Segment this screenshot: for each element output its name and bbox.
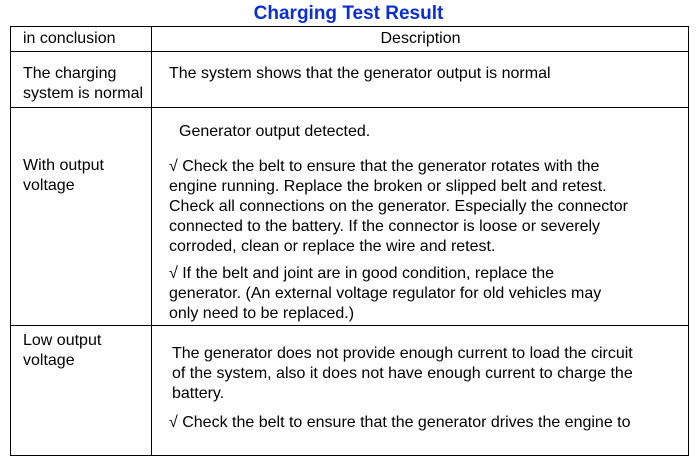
row-with-output-paragraph-1 — [169, 157, 666, 257]
row-divider — [11, 51, 688, 52]
conclusion-line: system is normal — [23, 85, 144, 102]
row-divider — [11, 325, 688, 326]
text-line: battery. — [172, 385, 225, 402]
row-with-output-paragraph-2 — [169, 264, 641, 324]
result-table — [10, 26, 689, 456]
row-low-output-conclusion — [23, 331, 101, 371]
conclusion-line: With output — [23, 157, 104, 174]
text-line: only need to be replaced.) — [169, 305, 355, 322]
row-normal-description: The system shows that the generator output is normal — [169, 65, 551, 82]
header-conclusion: in conclusion — [23, 30, 116, 47]
text-line: Check all connections on the generator. Especially the connector — [169, 198, 628, 215]
text-line: √ Check the belt to ensure that the generator rotates with the — [169, 158, 600, 175]
page-title: Charging Test Result — [253, 3, 444, 24]
row-divider — [11, 107, 688, 108]
header-description: Description — [380, 30, 461, 47]
row-with-output-detected: Generator output detected. — [179, 123, 371, 140]
text-line: √ Check the belt to ensure that the generator drives the engine to — [169, 414, 631, 431]
text-line: connected to the battery. If the connector is loose or severely — [169, 218, 601, 235]
text-line: The generator does not provide enough current to load the circuit — [172, 345, 633, 362]
text-line: engine running. Replace the broken or slipped belt and retest. — [169, 178, 607, 195]
text-line: √ If the belt and joint are in good condition, replace the — [169, 265, 555, 282]
text-line: generator. (An external voltage regulator for old vehicles may — [169, 285, 602, 302]
text-line: corroded, clean or replace the wire and retest. — [169, 238, 496, 255]
conclusion-line: voltage — [23, 352, 75, 369]
row-normal-conclusion — [23, 64, 143, 104]
row-low-output-paragraph-1 — [172, 344, 650, 404]
text-line: of the system, also it does not have enough current to charge the — [172, 365, 633, 382]
column-divider — [151, 27, 152, 455]
conclusion-line: voltage — [23, 177, 75, 194]
row-with-output-conclusion — [23, 156, 104, 196]
conclusion-line: The charging — [23, 65, 117, 82]
row-low-output-paragraph-2 — [169, 413, 631, 433]
conclusion-line: Low output — [23, 332, 102, 349]
